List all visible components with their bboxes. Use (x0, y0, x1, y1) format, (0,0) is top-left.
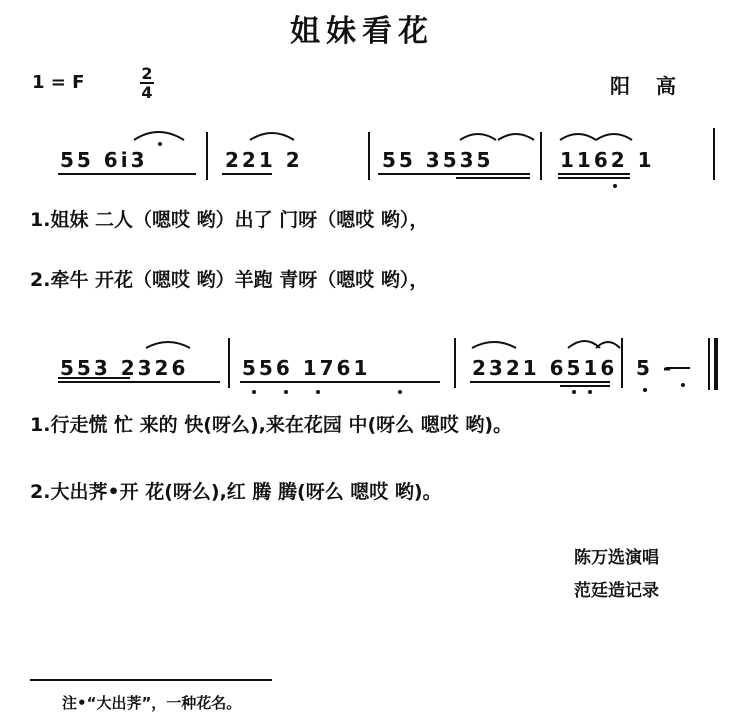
low-octave-dot (588, 390, 592, 394)
low-octave-dot (572, 390, 576, 394)
time-signature-bottom: 4 (141, 83, 153, 102)
staff2-lyrics-verse-2: 2.大出荠•开 花(呀么),红 腾 腾(呀么 嗯哎 哟)。 (30, 481, 442, 503)
low-octave-dot (284, 390, 288, 394)
slur (250, 133, 294, 140)
recorder-credit: 范廷造记录 (574, 581, 659, 601)
singer-credit: 陈万选演唱 (574, 548, 659, 568)
slur (568, 341, 600, 348)
slur (596, 134, 632, 140)
low-octave-dot (613, 184, 617, 188)
low-octave-dot (398, 390, 402, 394)
staff1-lyrics-verse-2: 2.牵牛 开花（嗯哎 哟）羊跑 青呀（嗯哎 哟）， (30, 269, 429, 291)
time-signature-top: 2 (141, 64, 153, 83)
footnote: 注•“大出荠”，一种花名。 (62, 694, 242, 712)
staff2-measure-2: 556 1761 (242, 356, 371, 380)
key-signature: 1 = F (32, 72, 85, 93)
low-octave-dot (681, 383, 685, 387)
high-octave-dot (158, 142, 162, 146)
staff1-lyrics-verse-1: 1.姐妹 二人（嗯哎 哟）出了 门呀（嗯哎 哟）， (30, 209, 429, 231)
staff2-measure-3: 2321 6516 (472, 356, 618, 380)
slur (472, 342, 516, 348)
low-octave-dot (316, 390, 320, 394)
staff2-lyrics-verse-1: 1.行走慌 忙 来的 快(呀么),来在花园 中(呀么 嗯哎 哟)。 (30, 414, 513, 436)
staff1-measure-1: 55 6i3 (60, 148, 148, 172)
staff1-measure-4: 1162 1 (560, 148, 655, 172)
staff1-measure-3: 55 3535 (382, 148, 494, 172)
staff1-measure-2: 221 2 (225, 148, 303, 172)
region-label: 阳高 (610, 74, 702, 98)
staff2-measure-4: 5 - (636, 356, 675, 380)
slur (560, 134, 596, 140)
low-octave-dot (252, 390, 256, 394)
low-octave-dot (643, 388, 647, 392)
song-title: 姐妹看花 (290, 14, 434, 49)
staff2-measure-1: 553 2326 (60, 356, 189, 380)
slur (134, 132, 184, 140)
slur (460, 134, 496, 140)
slur (146, 342, 190, 348)
slur (498, 134, 534, 140)
